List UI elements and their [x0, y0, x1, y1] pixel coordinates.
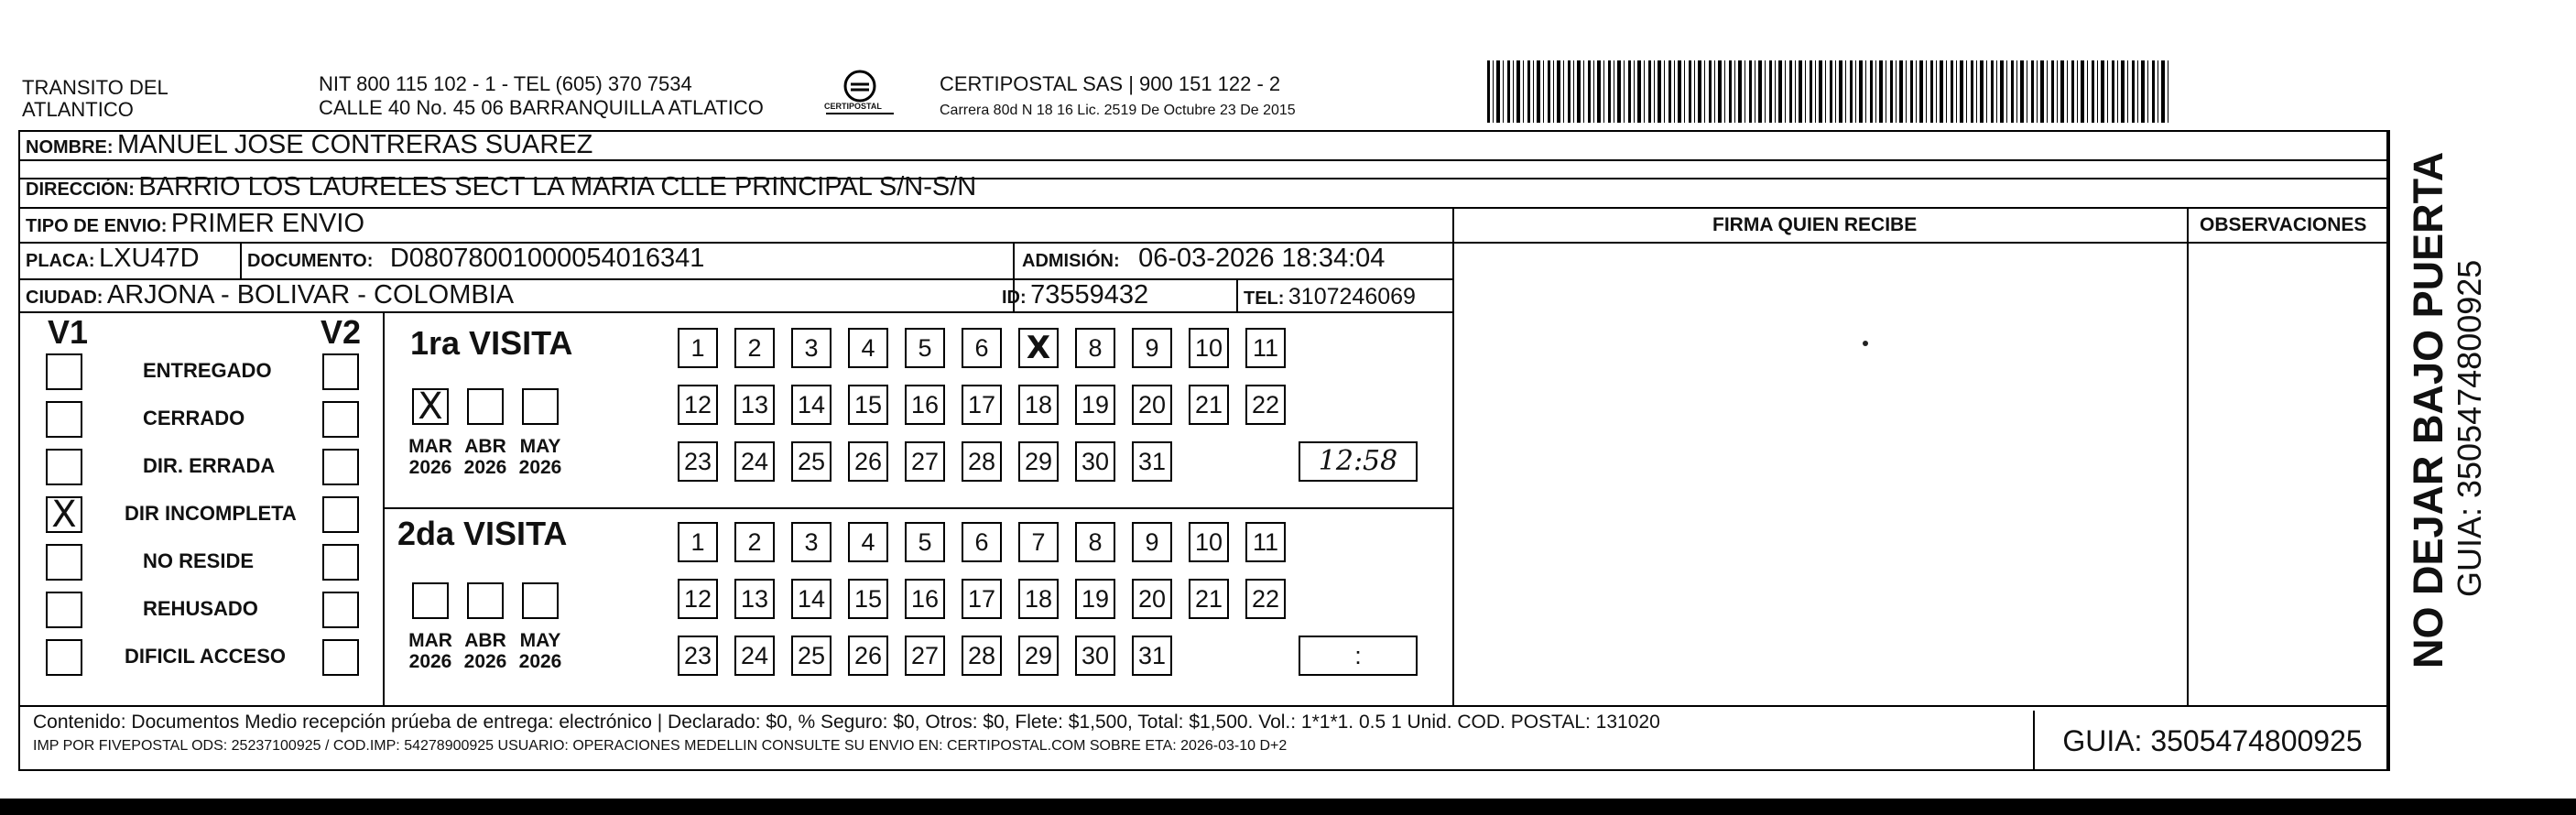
second-day-cell[interactable]: 16 — [905, 579, 945, 619]
v1-checkbox[interactable] — [46, 544, 82, 581]
certipostal-logo — [821, 68, 899, 121]
v2-checkbox[interactable] — [322, 592, 359, 628]
first-day-cell[interactable]: 28 — [962, 441, 1002, 482]
ciudad-field — [26, 280, 514, 310]
placa-field — [26, 244, 200, 274]
guia-box: GUIA: 3505474800925 — [2033, 711, 2390, 771]
v1-label: V1 — [48, 313, 89, 351]
first-day-cell[interactable]: 5 — [905, 328, 945, 368]
status-label-4[interactable]: NO RESIDE — [143, 549, 255, 572]
placa-label: PLACA: — [26, 251, 95, 271]
month-name: MAR — [408, 436, 452, 457]
v2-checkbox[interactable] — [322, 544, 359, 581]
v2-checkbox[interactable] — [322, 401, 359, 438]
id-field — [1002, 280, 1148, 310]
month-name: MAR — [408, 630, 452, 651]
second-day-cell[interactable]: 6 — [962, 522, 1002, 562]
first-day-cell[interactable]: 25 — [791, 441, 831, 482]
second-day-cell[interactable]: 24 — [734, 636, 775, 676]
status-label-5[interactable]: REHUSADO — [143, 597, 258, 620]
second-day-cell[interactable]: 15 — [848, 579, 888, 619]
first-visit-title: 1ra VISITA — [410, 324, 573, 362]
v1-checkbox[interactable] — [46, 639, 82, 676]
first-month-label[interactable] — [513, 436, 568, 478]
documento-value: D08078001000054016341 — [389, 244, 705, 273]
first-day-cell[interactable]: 21 — [1189, 385, 1229, 425]
first-day-cell[interactable]: 15 — [848, 385, 888, 425]
second-day-cell[interactable]: 8 — [1075, 522, 1115, 562]
month-year: 2026 — [408, 457, 452, 478]
v2-label: V2 — [321, 313, 362, 351]
second-day-cell[interactable]: 18 — [1018, 579, 1059, 619]
v2-checkbox[interactable] — [322, 353, 359, 390]
org-name — [22, 77, 168, 121]
courier-line: CERTIPOSTAL SAS | 900 151 122 - 2 — [940, 72, 1281, 95]
second-month-checkbox[interactable] — [412, 582, 449, 619]
month-name: MAY — [519, 630, 561, 651]
logo-text: CERTIPOSTAL — [824, 102, 882, 111]
v1-checkbox[interactable] — [46, 449, 82, 485]
second-month-label[interactable] — [513, 630, 568, 672]
direccion-label: DIRECCIÓN: — [26, 179, 135, 200]
second-day-cell[interactable]: 1 — [678, 522, 718, 562]
admision-label: ADMISIÓN: — [1022, 251, 1120, 271]
second-day-cell[interactable]: 20 — [1132, 579, 1172, 619]
v2-checkbox[interactable] — [322, 496, 359, 533]
first-day-cell[interactable]: 18 — [1018, 385, 1059, 425]
no-dejar-warning: NO DEJAR BAJO PUERTA — [2405, 151, 2451, 668]
nombre-field — [26, 130, 592, 160]
side-guia: GUIA: 3505474800925 — [2451, 259, 2488, 597]
month-year: 2026 — [463, 457, 507, 478]
footer-print-line: IMP POR FIVEPOSTAL ODS: 25237100925 / COD.IMP: 54278900925 USUARIO: OPERACIONES MEDELLIN CONSULTE SU ENVIO EN: CERTIPOSTAL.COM SOBRE ETA: 2026-03-10 D+2 — [33, 738, 1288, 754]
placa-value: LXU47D — [99, 244, 200, 273]
id-label: ID: — [1002, 288, 1027, 308]
v2-checkbox[interactable] — [322, 639, 359, 676]
second-day-cell[interactable]: 9 — [1132, 522, 1172, 562]
first-month-checkbox[interactable] — [522, 388, 559, 425]
first-month-label[interactable] — [458, 436, 513, 478]
status-label-6[interactable]: DIFICIL ACCESO — [125, 645, 287, 668]
first-month-checkbox[interactable] — [467, 388, 504, 425]
month-name: ABR — [464, 630, 506, 651]
v2-checkbox[interactable] — [322, 449, 359, 485]
tipo-envio-value: PRIMER ENVIO — [170, 209, 365, 238]
first-day-cell[interactable]: 20 — [1132, 385, 1172, 425]
second-day-cell[interactable]: 12 — [678, 579, 718, 619]
first-day-cell[interactable]: 1 — [678, 328, 718, 368]
second-day-cell[interactable]: 4 — [848, 522, 888, 562]
first-day-cell[interactable]: 12 — [678, 385, 718, 425]
month-name: MAY — [519, 436, 561, 457]
first-day-cell[interactable]: 11 — [1245, 328, 1286, 368]
nit-line: NIT 800 115 102 - 1 - TEL (605) 370 7534 — [319, 72, 692, 95]
first-day-cell[interactable]: 31 — [1132, 441, 1172, 482]
documento-label: DOCUMENTO: — [247, 251, 374, 271]
tipo-envio-label: TIPO DE ENVIO: — [26, 216, 168, 236]
month-year: 2026 — [518, 651, 562, 672]
signature-dot — [1863, 341, 1868, 346]
first-day-cell[interactable]: 8 — [1075, 328, 1115, 368]
second-day-cell[interactable]: 30 — [1075, 636, 1115, 676]
delivery-form — [18, 130, 2388, 771]
tipo-envio-field — [26, 209, 364, 239]
ciudad-label: CIUDAD: — [26, 288, 103, 308]
page-edge-shadow — [0, 799, 2576, 815]
v1-checkbox[interactable] — [46, 401, 82, 438]
documento-field — [247, 244, 704, 274]
second-month-label[interactable] — [403, 630, 458, 672]
first-day-cell[interactable]: 22 — [1245, 385, 1286, 425]
month-name: ABR — [464, 436, 506, 457]
firma-header: FIRMA QUIEN RECIBE — [1712, 214, 1918, 235]
first-day-cell[interactable]: X — [1018, 328, 1059, 368]
second-day-cell[interactable]: 28 — [962, 636, 1002, 676]
v1-checkbox[interactable] — [46, 592, 82, 628]
v1-checkbox[interactable] — [46, 353, 82, 390]
second-day-cell[interactable]: 22 — [1245, 579, 1286, 619]
nombre-label: NOMBRE: — [26, 137, 114, 158]
first-month-label[interactable] — [403, 436, 458, 478]
second-day-cell[interactable]: 27 — [905, 636, 945, 676]
status-label-0[interactable]: ENTREGADO — [143, 359, 272, 382]
status-label-3[interactable]: DIR INCOMPLETA — [125, 502, 297, 525]
first-day-cell[interactable]: 16 — [905, 385, 945, 425]
month-year: 2026 — [463, 651, 507, 672]
first-day-cell[interactable]: 9 — [1132, 328, 1172, 368]
first-day-cell[interactable]: 23 — [678, 441, 718, 482]
first-day-cell[interactable]: 10 — [1189, 328, 1229, 368]
second-day-cell[interactable]: 11 — [1245, 522, 1286, 562]
month-year: 2026 — [518, 457, 562, 478]
second-day-cell[interactable]: 25 — [791, 636, 831, 676]
barcode — [1487, 60, 2172, 123]
first-day-cell[interactable]: 26 — [848, 441, 888, 482]
status-label-1[interactable]: CERRADO — [143, 407, 245, 429]
first-day-cell[interactable]: 6 — [962, 328, 1002, 368]
second-day-cell[interactable]: 31 — [1132, 636, 1172, 676]
second-day-cell[interactable]: 26 — [848, 636, 888, 676]
first-day-cell[interactable]: 4 — [848, 328, 888, 368]
tel-label: TEL: — [1244, 288, 1285, 309]
id-value: 73559432 — [1030, 280, 1149, 310]
observaciones-header: OBSERVACIONES — [2200, 214, 2367, 235]
org-name-line1: TRANSITO DEL — [22, 76, 168, 99]
footer-content-line: Contenido: Documentos Medio recepción prúeba de entrega: electrónico | Declarado: $0, % Seguro: $0, Otros: $0, Flete: $1,500, Total: $1,500. Vol.: 1*1*1. 0.5 1 Unid. COD. POSTAL: 131020 — [33, 712, 1660, 733]
first-day-cell[interactable]: 14 — [791, 385, 831, 425]
second-day-cell[interactable]: 19 — [1075, 579, 1115, 619]
second-month-checkbox[interactable] — [522, 582, 559, 619]
first-day-cell[interactable]: 27 — [905, 441, 945, 482]
direccion-value: BARRIO LOS LAURELES SECT LA MARIA CLLE PRINCIPAL S/N-S/N — [138, 172, 977, 201]
second-visit-title: 2da VISITA — [397, 515, 568, 552]
address-line: CALLE 40 No. 45 06 BARRANQUILLA ATLATICO — [319, 96, 764, 119]
second-day-cell[interactable]: 29 — [1018, 636, 1059, 676]
second-day-cell[interactable]: 7 — [1018, 522, 1059, 562]
v1-checkbox[interactable]: X — [46, 496, 82, 533]
tel-value: 3107246069 — [1288, 284, 1416, 310]
first-day-cell[interactable]: 3 — [791, 328, 831, 368]
admision-value: 06-03-2026 18:34:04 — [1138, 244, 1386, 273]
second-month-label[interactable] — [458, 630, 513, 672]
ciudad-value: ARJONA - BOLIVAR - COLOMBIA — [106, 280, 515, 310]
second-month-checkbox[interactable] — [467, 582, 504, 619]
first-day-cell[interactable]: 30 — [1075, 441, 1115, 482]
second-day-cell[interactable]: 21 — [1189, 579, 1229, 619]
first-time-box[interactable]: 12:58 — [1299, 441, 1418, 482]
second-day-cell[interactable]: 2 — [734, 522, 775, 562]
second-day-cell[interactable]: 10 — [1189, 522, 1229, 562]
second-day-cell[interactable]: 13 — [734, 579, 775, 619]
first-day-cell[interactable]: 19 — [1075, 385, 1115, 425]
admision-field — [1022, 244, 1385, 274]
second-day-cell[interactable]: 5 — [905, 522, 945, 562]
first-day-cell[interactable]: 29 — [1018, 441, 1059, 482]
second-time-box[interactable]: : — [1299, 636, 1418, 676]
second-day-cell[interactable]: 23 — [678, 636, 718, 676]
second-day-cell[interactable]: 14 — [791, 579, 831, 619]
second-day-cell[interactable]: 3 — [791, 522, 831, 562]
second-day-cell[interactable]: 17 — [962, 579, 1002, 619]
first-day-cell[interactable]: 13 — [734, 385, 775, 425]
status-label-2[interactable]: DIR. ERRADA — [143, 454, 276, 477]
first-day-cell[interactable]: 17 — [962, 385, 1002, 425]
first-day-cell[interactable]: 2 — [734, 328, 775, 368]
tel-field — [1244, 284, 1416, 310]
org-name-line2: ATLANTICO — [22, 98, 134, 121]
first-month-checkbox[interactable]: X — [412, 388, 449, 425]
first-day-cell[interactable]: 24 — [734, 441, 775, 482]
month-year: 2026 — [408, 651, 452, 672]
nombre-value: MANUEL JOSE CONTRERAS SUAREZ — [117, 130, 593, 159]
courier-license: Carrera 80d N 18 16 Lic. 2519 De Octubre 23 De 2015 — [940, 103, 1296, 118]
direccion-field — [26, 172, 976, 202]
